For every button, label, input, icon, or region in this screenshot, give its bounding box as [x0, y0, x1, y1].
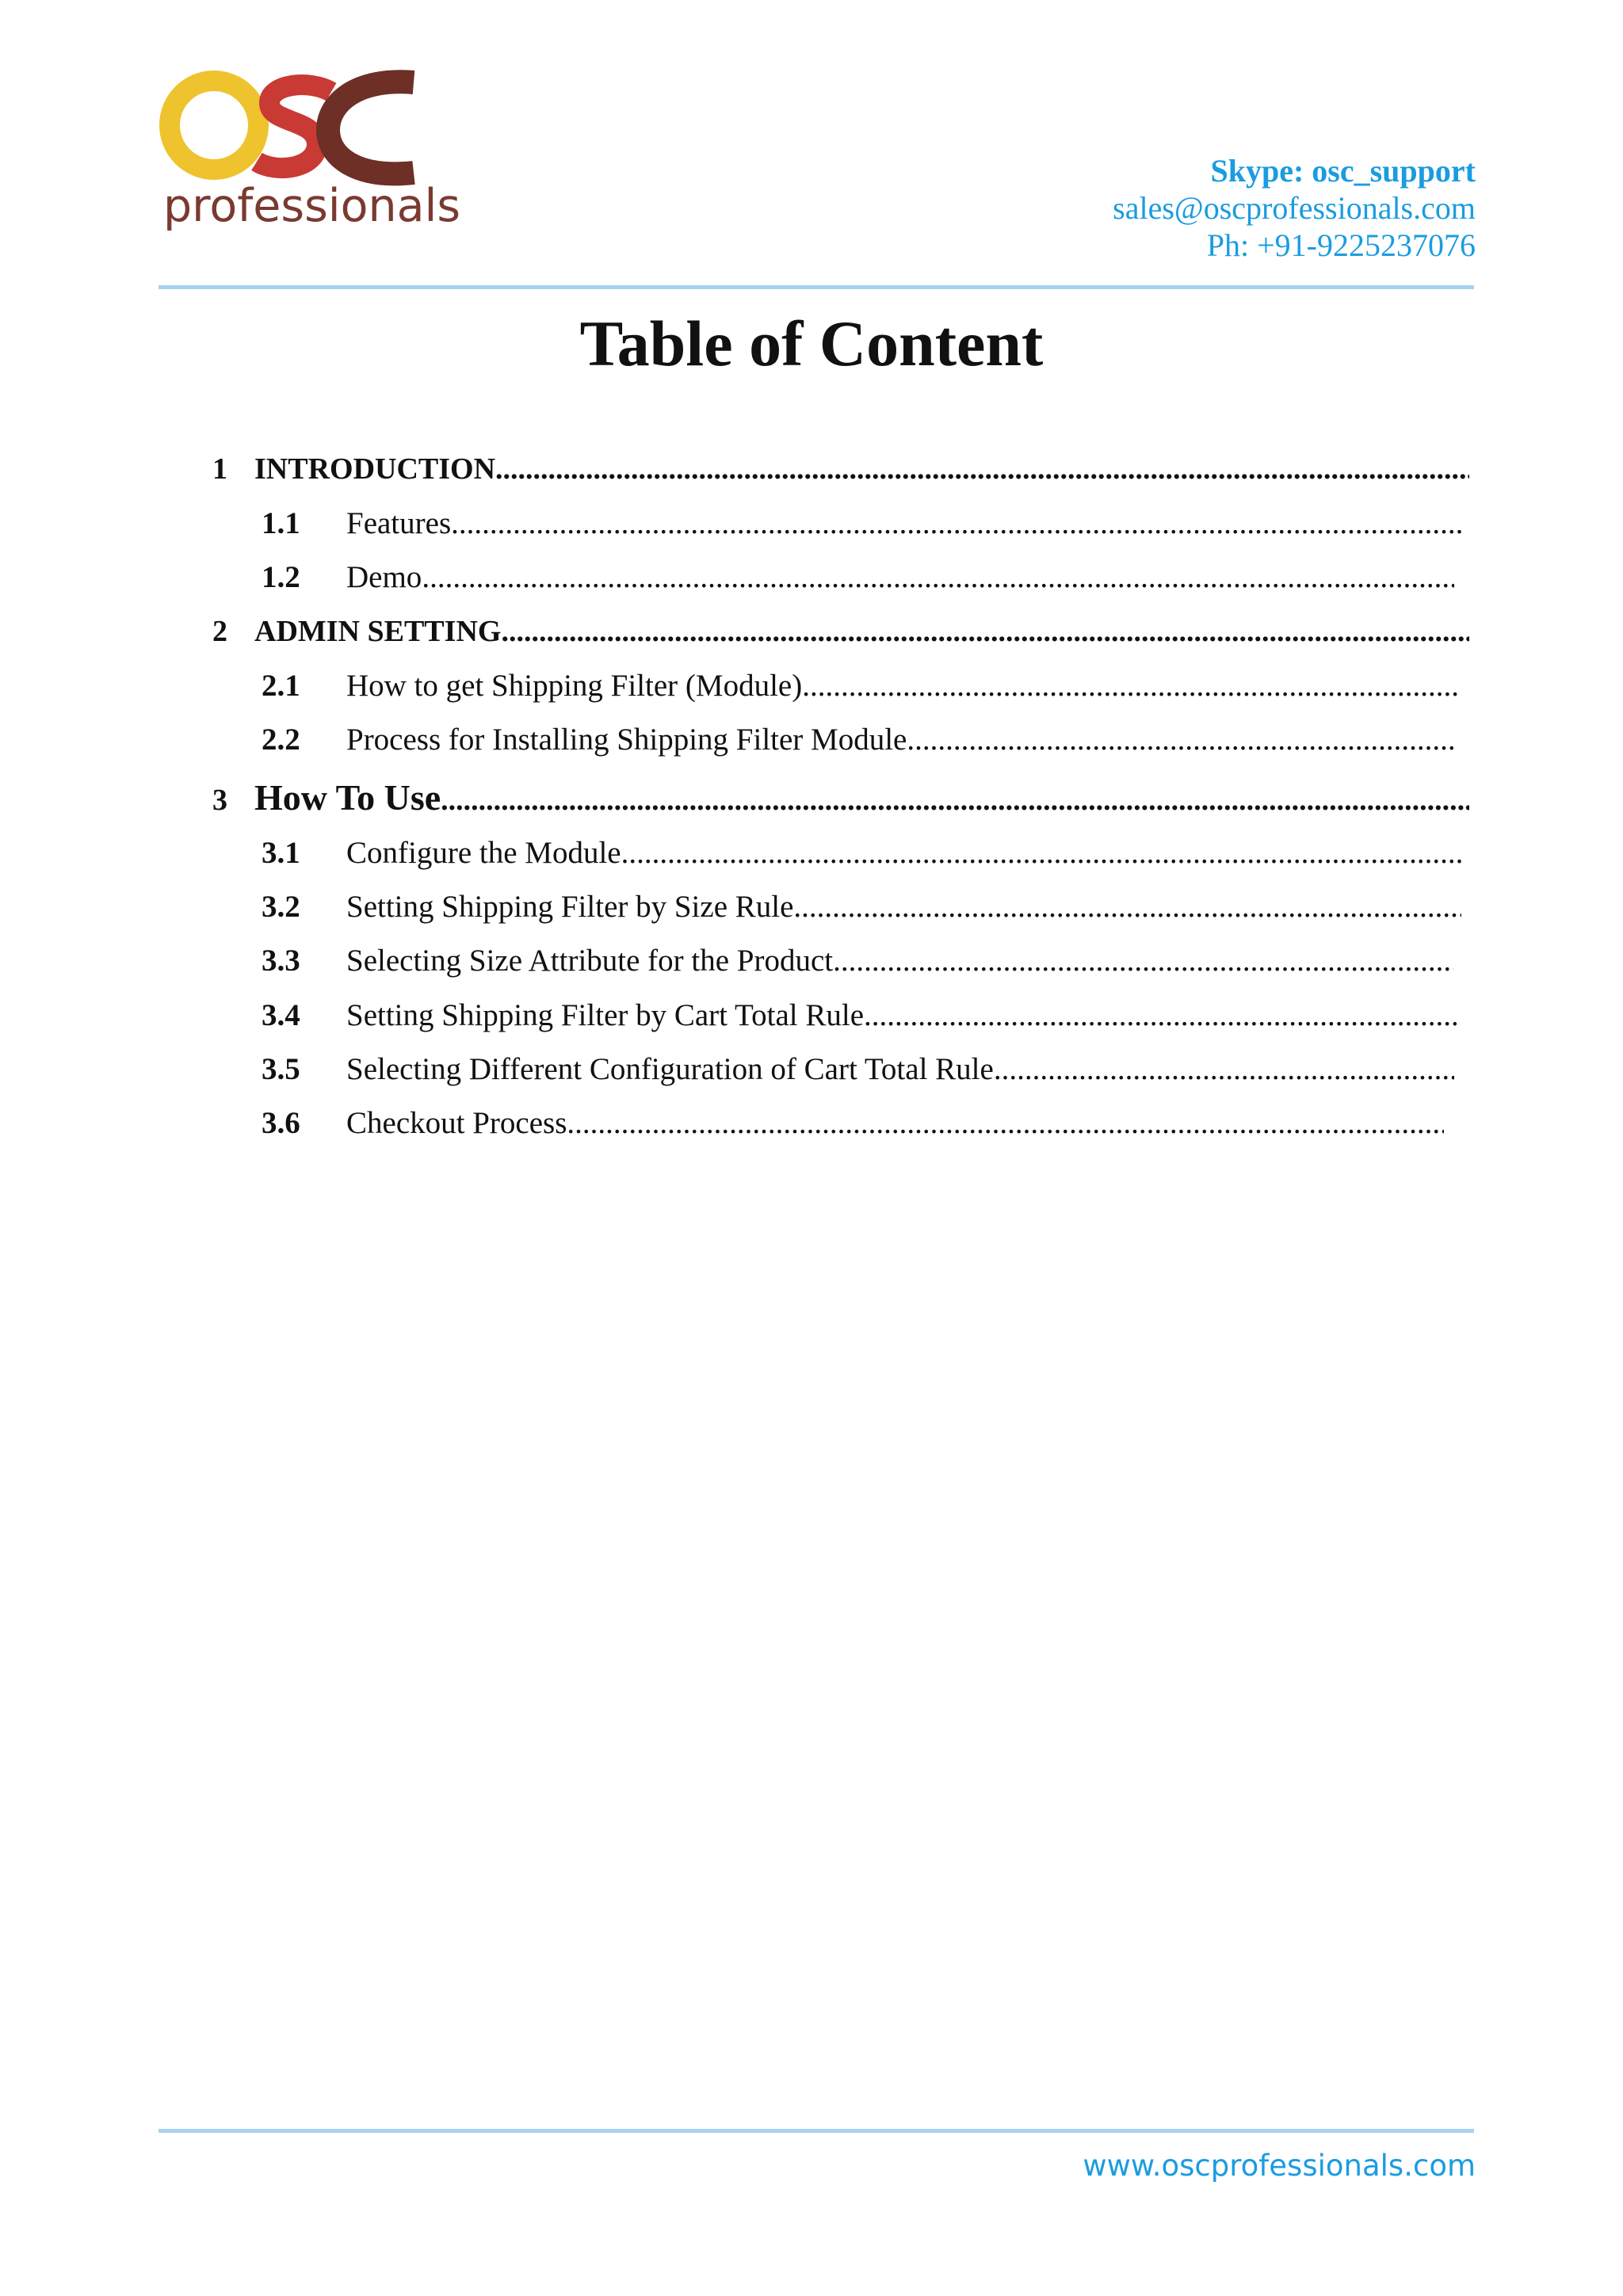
footer-divider [158, 2129, 1474, 2133]
toc-entry-checkout-process[interactable] [262, 1105, 1444, 1141]
toc-label: Features [346, 506, 452, 540]
toc-label: Configure the Module [346, 836, 621, 870]
toc-entry-cart-total-rule[interactable] [262, 997, 1457, 1033]
toc-label: Demo [346, 560, 422, 594]
toc-label: How to get Shipping Filter (Module) [346, 669, 803, 703]
contact-info [1113, 152, 1476, 264]
logo-wordmark: professionals [163, 180, 461, 232]
page-title: Table of Content [579, 307, 1044, 379]
toc-leader [793, 889, 1461, 925]
toc-label: Process for Installing Shipping Filter Module [346, 723, 907, 757]
toc-leader [495, 452, 1469, 486]
toc-leader [501, 614, 1469, 649]
toc-entry-size-attribute[interactable] [262, 943, 1453, 978]
toc-label: Selecting Different Configuration of Cart Total Rule [346, 1052, 994, 1086]
toc-number: 3.6 [262, 1106, 300, 1140]
toc-number: 3.4 [262, 998, 300, 1032]
toc-entry-demo[interactable] [262, 559, 1454, 595]
toc-number: 1 [212, 452, 227, 486]
toc-entry-configure-module[interactable] [262, 835, 1461, 871]
toc-number: 2.1 [262, 669, 300, 703]
toc-leader [864, 997, 1457, 1033]
toc-entry-admin-setting[interactable] [212, 614, 1469, 649]
toc-entry-install-module[interactable] [262, 722, 1457, 757]
toc-entry-how-to-use[interactable] [212, 776, 1469, 818]
footer-website-link[interactable]: www.oscprofessionals.com [1083, 2149, 1476, 2183]
toc-leader [451, 505, 1461, 541]
toc-leader [833, 943, 1453, 978]
toc-label: Selecting Size Attribute for the Product [346, 944, 834, 978]
toc-leader [422, 559, 1454, 595]
toc-label: ADMIN SETTING [254, 615, 502, 648]
toc-number: 3.5 [262, 1052, 300, 1086]
header-divider [158, 285, 1474, 289]
toc-leader [441, 783, 1469, 818]
toc-entry-introduction[interactable] [212, 452, 1469, 486]
toc-label: How To Use [254, 777, 441, 818]
phone-contact: Ph: +91-9225237076 [1206, 227, 1476, 263]
toc-label: Setting Shipping Filter by Cart Total Rule [346, 998, 865, 1032]
osc-logo-mark [158, 68, 428, 187]
toc-number: 1.1 [262, 506, 300, 540]
toc-number: 1.2 [262, 560, 300, 594]
email-contact[interactable]: sales@oscprofessionals.com [1113, 190, 1476, 226]
toc-number: 3 [212, 784, 227, 817]
toc-label: Checkout Process [346, 1106, 567, 1140]
toc-label: Setting Shipping Filter by Size Rule [346, 890, 794, 924]
toc-number: 3.2 [262, 890, 300, 924]
toc-leader [567, 1105, 1444, 1141]
skype-contact: Skype: osc_support [1210, 153, 1476, 189]
toc-label: INTRODUCTION [254, 452, 496, 486]
toc-entry-size-rule[interactable] [262, 889, 1461, 925]
toc-number: 2.2 [262, 723, 300, 757]
toc-leader [802, 668, 1458, 704]
toc-entry-features[interactable] [262, 505, 1461, 541]
toc-entry-cart-total-config[interactable] [262, 1051, 1454, 1087]
toc-leader [994, 1051, 1454, 1087]
toc-entry-get-shipping-filter[interactable] [262, 668, 1458, 704]
toc-number: 2 [212, 615, 227, 648]
toc-number: 3.3 [262, 944, 300, 978]
toc-number: 3.1 [262, 836, 300, 870]
toc-leader [907, 722, 1457, 757]
toc-leader [621, 835, 1461, 871]
